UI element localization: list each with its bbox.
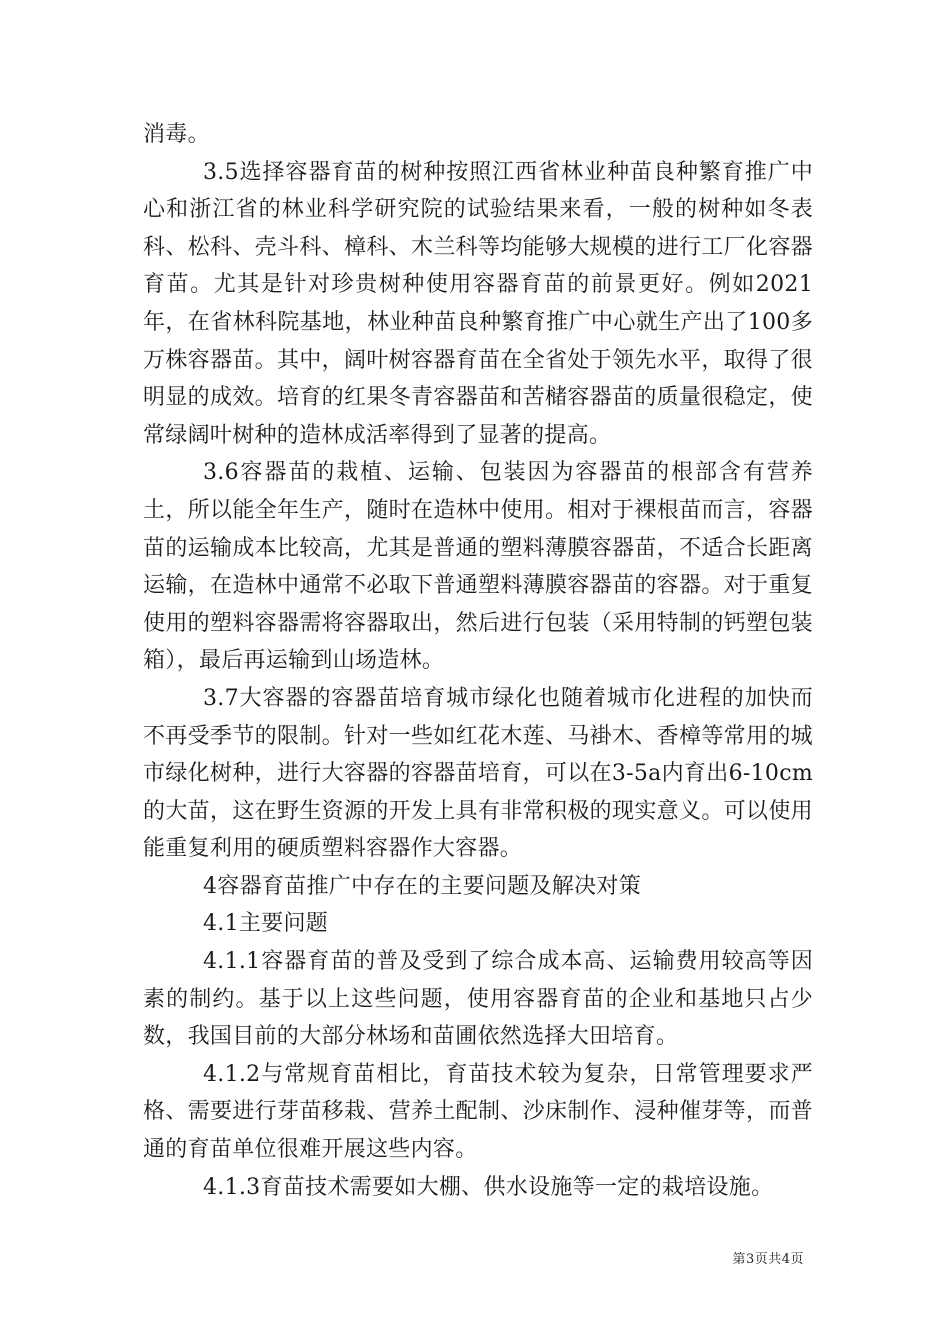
- paragraph-4-1-1: 4.1.1容器育苗的普及受到了综合成本高、运输费用较高等因素的制约。基于以上这些问题，使用容器育苗的企业和基地只占少数，我国目前的大部分林场和苗圃依然选择大田培育。: [143, 949, 813, 1050]
- subsection-heading-4-1: 4.1主要问题: [203, 911, 329, 937]
- section-heading-4: 4容器育苗推广中存在的主要问题及解决对策: [203, 873, 641, 899]
- body-text: [143, 116, 813, 1206]
- page-number: 第3页共4页: [732, 1252, 804, 1267]
- paragraph-3-5: 3.5选择容器育苗的树种按照江西省林业种苗良种繁育推广中心和浙江省的林业科学研究院的试验结果来看，一般的树种如冬表科、松科、壳斗科、樟科、木兰科等均能够大规模的进行工厂化容器育苗。尤其是针对珍贵树种使用容器育苗的前景更好。例如2021年，在省林科院基地，林业种苗良种繁育推广中心就生产出了100多万株容器苗。其中，阔叶树容器育苗在全省处于领先水平，取得了很明显的成效。培育的红果冬青容器苗和苦槠容器苗的质量很稳定，使常绿阔叶树种的造林成活率得到了显著的提高。: [143, 159, 813, 448]
- paragraph-continuation: 消毒。: [143, 122, 210, 147]
- paragraph-4-1-2: 4.1.2与常规育苗相比，育苗技术较为复杂，日常管理要求严格、需要进行芽苗移栽、营养土配制、沙床制作、浸种催芽等，而普通的育苗单位很难开展这些内容。: [143, 1061, 813, 1163]
- paragraph-4-1-3: 4.1.3育苗技术需要如大棚、供水设施等一定的栽培设施。: [203, 1174, 774, 1200]
- paragraph-3-7: 3.7大容器的容器苗培育城市绿化也随着城市化进程的加快而不再受季节的限制。针对一些如红花木莲、马褂木、香樟等常用的城市绿化树种，进行大容器的容器苗培育，可以在3-5a内育出6-10cm的大苗，这在野生资源的开发上具有非常积极的现实意义。可以使用能重复利用的硬质塑料容器作大容器。: [143, 685, 813, 862]
- paragraph-3-6: 3.6容器苗的栽植、运输、包装因为容器苗的根部含有营养土，所以能全年生产，随时在造林中使用。相对于裸根苗而言，容器苗的运输成本比较高，尤其是普通的塑料薄膜容器苗，不适合长距离运输，在造林中通常不必取下普通塑料薄膜容器苗的容器。对于重复使用的塑料容器需将容器取出，然后进行包装（采用特制的钙塑包装箱），最后再运输到山场造林。: [143, 460, 813, 674]
